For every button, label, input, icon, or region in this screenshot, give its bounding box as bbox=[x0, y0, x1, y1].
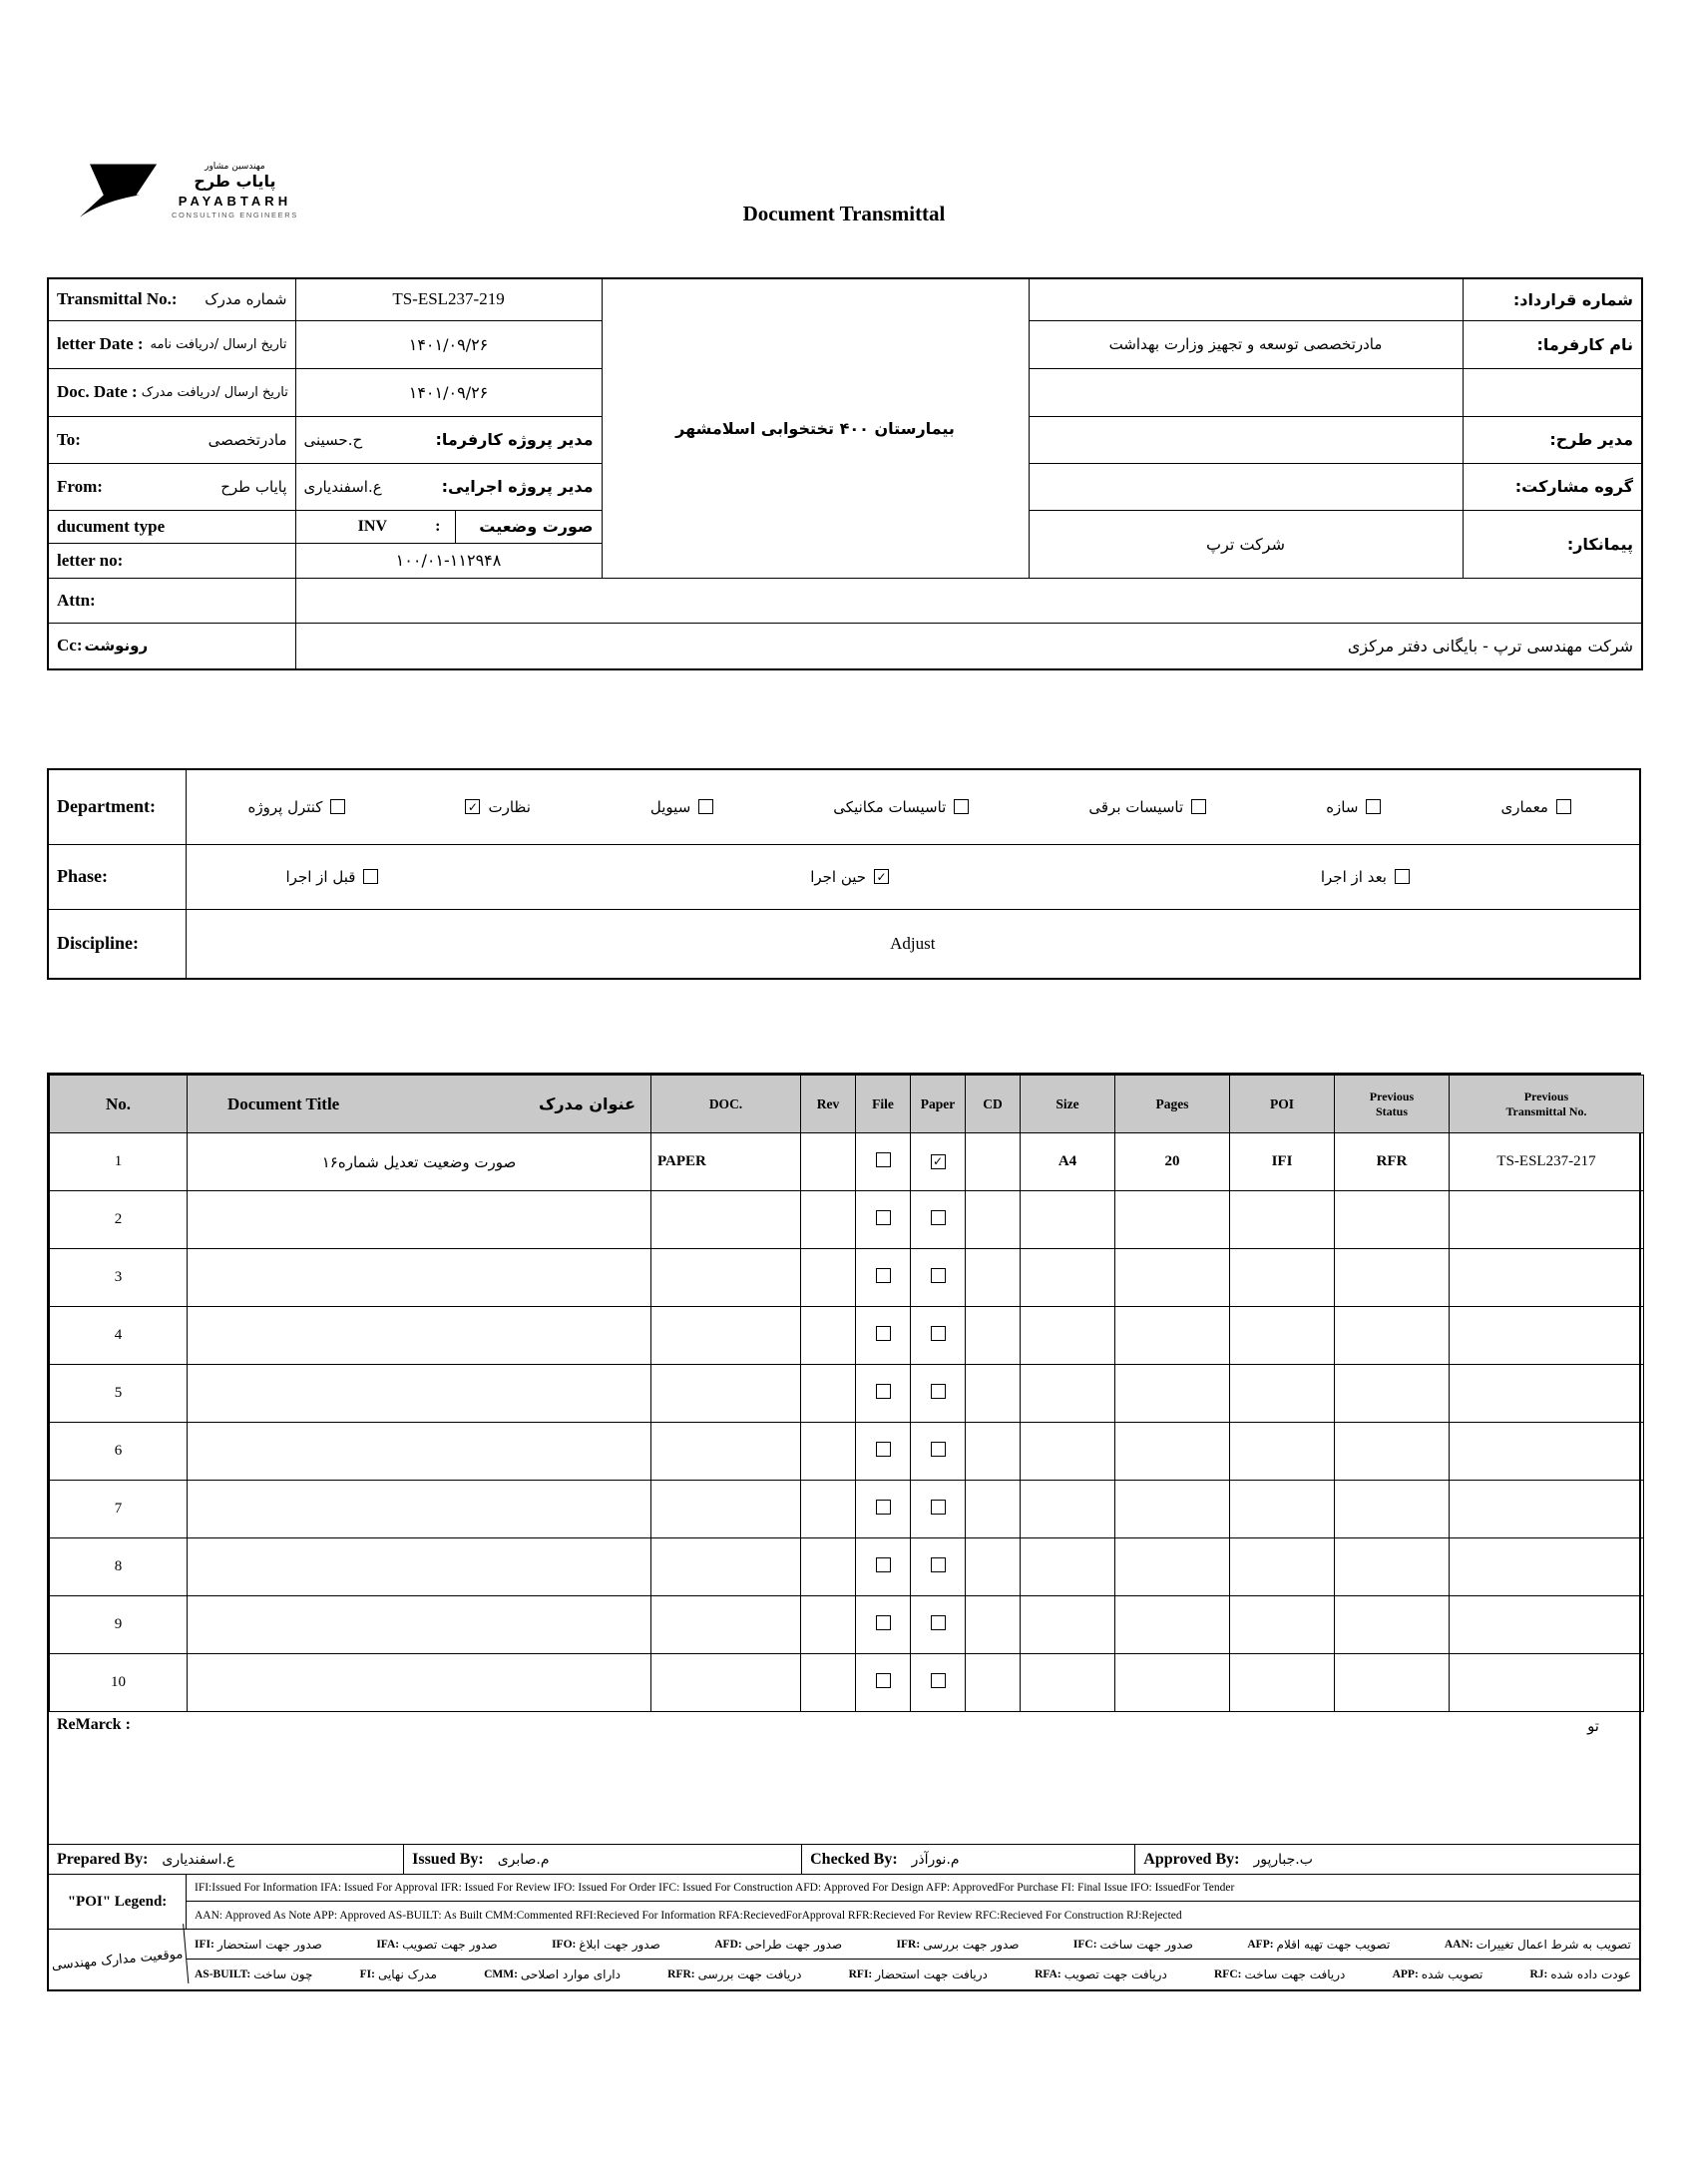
table-row bbox=[50, 1423, 1644, 1481]
cell-pages bbox=[1115, 1423, 1230, 1481]
paper-checkbox[interactable]: ✓ bbox=[931, 1154, 946, 1169]
option-checkbox[interactable] bbox=[1395, 869, 1410, 884]
col-header-title-fa: عنوان مدرک bbox=[539, 1094, 635, 1113]
legend-item: APP: تصویب شده bbox=[1392, 1967, 1483, 1981]
option-label: نظارت bbox=[488, 797, 531, 816]
cell-file bbox=[856, 1365, 911, 1423]
legend-item: RFA: دریافت جهت تصویب bbox=[1035, 1967, 1167, 1981]
cell-prev-status bbox=[1335, 1596, 1450, 1654]
doc-type-colon: : bbox=[435, 517, 441, 535]
cell-prev-transmittal bbox=[1450, 1365, 1644, 1423]
cell-prev-transmittal bbox=[1450, 1249, 1644, 1307]
cell-prev-status bbox=[1335, 1654, 1450, 1712]
signature-name: م.نورآذر bbox=[911, 1851, 960, 1868]
file-checkbox[interactable] bbox=[876, 1500, 891, 1515]
cell-size bbox=[1021, 1596, 1115, 1654]
row-attn bbox=[48, 578, 1642, 623]
cell-no: 3 bbox=[50, 1249, 188, 1307]
table-row bbox=[50, 1133, 1644, 1191]
contractor-value: شرکت ترپ bbox=[1029, 510, 1463, 578]
file-checkbox[interactable] bbox=[876, 1673, 891, 1688]
cell-cd bbox=[966, 1191, 1021, 1249]
legend-item: CMM: دارای موارد اصلاحی bbox=[484, 1967, 621, 1981]
transmittal-no-value: TS-ESL237-219 bbox=[295, 278, 602, 320]
cell-pages bbox=[1115, 1654, 1230, 1712]
cell-file bbox=[856, 1191, 911, 1249]
doc-date-value: ۱۴۰۱/۰۹/۲۶ bbox=[295, 368, 602, 416]
legend-item: IFO: صدور جهت ابلاغ bbox=[552, 1937, 660, 1952]
logo-company-name-en: PAYABTARH bbox=[178, 194, 292, 209]
cell-prev-status: RFR bbox=[1335, 1133, 1450, 1191]
cell-paper bbox=[911, 1481, 966, 1538]
cell-doc bbox=[651, 1596, 801, 1654]
option-checkbox[interactable] bbox=[1366, 799, 1381, 814]
cell-no: 5 bbox=[50, 1365, 188, 1423]
cc-value: شرکت مهندسی ترپ - بایگانی دفتر مرکزی bbox=[295, 623, 1642, 669]
cell-paper bbox=[911, 1365, 966, 1423]
transmittal-no-label: Transmittal No.: bbox=[57, 289, 178, 309]
phase-option[interactable] bbox=[810, 868, 889, 886]
cell-poi bbox=[1230, 1307, 1335, 1365]
cell-no: 1 bbox=[50, 1133, 188, 1191]
cell-cd bbox=[966, 1307, 1021, 1365]
cell-poi bbox=[1230, 1365, 1335, 1423]
empty-cell bbox=[1029, 368, 1463, 416]
row-cc bbox=[48, 623, 1642, 669]
cell-poi bbox=[1230, 1481, 1335, 1538]
doc-table-body bbox=[50, 1133, 1644, 1712]
cell-cd bbox=[966, 1365, 1021, 1423]
legend-item: IFR: صدور جهت بررسی bbox=[896, 1937, 1020, 1952]
row-phase bbox=[48, 844, 1640, 909]
cell-pages: 20 bbox=[1115, 1133, 1230, 1191]
cell-pages bbox=[1115, 1365, 1230, 1423]
cell-doc bbox=[651, 1365, 801, 1423]
remark-note: تو bbox=[1587, 1717, 1599, 1735]
client-pm-name: ح.حسینی bbox=[303, 430, 363, 449]
option-checkbox[interactable] bbox=[1191, 799, 1206, 814]
paper-checkbox[interactable] bbox=[931, 1615, 946, 1630]
phase-option[interactable] bbox=[1321, 868, 1410, 886]
cell-prev-transmittal bbox=[1450, 1307, 1644, 1365]
paper-checkbox[interactable] bbox=[931, 1442, 946, 1457]
paper-checkbox[interactable] bbox=[931, 1673, 946, 1688]
department-option[interactable] bbox=[248, 798, 346, 816]
col-header-pages: Pages bbox=[1115, 1076, 1230, 1133]
cell-rev bbox=[801, 1423, 856, 1481]
cell-doc bbox=[651, 1538, 801, 1596]
legend-item: RFI: دریافت جهت استحضار bbox=[848, 1967, 988, 1981]
letter-date-label-fa: تاریخ ارسال /دریافت نامه bbox=[150, 336, 287, 352]
cell-file bbox=[856, 1307, 911, 1365]
cell-prev-transmittal bbox=[1450, 1596, 1644, 1654]
cell-no: 2 bbox=[50, 1191, 188, 1249]
signature-cell bbox=[1135, 1845, 1639, 1874]
paper-checkbox[interactable] bbox=[931, 1268, 946, 1283]
letter-date-label: letter Date : bbox=[57, 334, 144, 353]
row-department bbox=[48, 769, 1640, 844]
cell-title bbox=[188, 1654, 651, 1712]
logo-company-prefix-fa: مهندسین مشاور bbox=[205, 162, 265, 172]
phase-label: Phase: bbox=[48, 844, 186, 909]
legend-item: IFC: صدور جهت ساخت bbox=[1072, 1937, 1193, 1952]
option-checkbox[interactable]: ✓ bbox=[874, 869, 889, 884]
remark-section bbox=[49, 1712, 1639, 1845]
poi-legend-line1: IFI:Issued For Information IFA: Issued For Approval IFR: Issued For Review IFO: Issued For Order IFC: Issued For Construction AFD: Approved For Design AFP: ApprovedFor Purchase FI: Final Issue IFO: IssuedFor Tender bbox=[187, 1875, 1639, 1902]
partnership-label: گروه مشارکت: bbox=[1463, 463, 1642, 510]
cell-cd bbox=[966, 1596, 1021, 1654]
col-header-title-en: Document Title bbox=[227, 1093, 340, 1113]
legend-item: AAN: تصویب به شرط اعمال تغییرات bbox=[1444, 1937, 1631, 1952]
row-discipline bbox=[48, 909, 1640, 979]
cell-no: 9 bbox=[50, 1596, 188, 1654]
design-manager-label: مدیر طرح: bbox=[1463, 416, 1642, 463]
cell-rev bbox=[801, 1365, 856, 1423]
col-header-poi: POI bbox=[1230, 1076, 1335, 1133]
cell-pages bbox=[1115, 1596, 1230, 1654]
cell-pages bbox=[1115, 1307, 1230, 1365]
cell-rev bbox=[801, 1191, 856, 1249]
cell-poi: IFI bbox=[1230, 1133, 1335, 1191]
fa-legend-label: موقعیت مدارک مهندسی bbox=[47, 1924, 190, 1995]
department-option[interactable] bbox=[1326, 798, 1381, 816]
cell-rev bbox=[801, 1481, 856, 1538]
cell-paper bbox=[911, 1191, 966, 1249]
cell-cd bbox=[966, 1654, 1021, 1712]
logo-tagline: CONSULTING ENGINEERS bbox=[172, 211, 298, 219]
cell-paper bbox=[911, 1307, 966, 1365]
discipline-label: Discipline: bbox=[48, 909, 186, 979]
cell-title bbox=[188, 1307, 651, 1365]
table-row bbox=[50, 1191, 1644, 1249]
option-label: معماری bbox=[1500, 797, 1548, 816]
signature-label: Issued By: bbox=[412, 1850, 484, 1868]
legend-item: RFC: دریافت جهت ساخت bbox=[1214, 1967, 1346, 1981]
table-row bbox=[50, 1481, 1644, 1538]
col-header-size: Size bbox=[1021, 1076, 1115, 1133]
cell-cd bbox=[966, 1538, 1021, 1596]
col-header-no: No. bbox=[50, 1076, 188, 1133]
paper-checkbox[interactable] bbox=[931, 1557, 946, 1572]
file-checkbox[interactable] bbox=[876, 1326, 891, 1341]
cell-paper bbox=[911, 1654, 966, 1712]
department-items bbox=[187, 798, 1640, 816]
fa-legend-line2 bbox=[187, 1960, 1639, 1989]
cell-prev-transmittal bbox=[1450, 1538, 1644, 1596]
cc-label-fa: رونوشت bbox=[84, 637, 149, 655]
cell-file bbox=[856, 1654, 911, 1712]
document-table bbox=[49, 1075, 1644, 1712]
col-header-file: File bbox=[856, 1076, 911, 1133]
option-checkbox[interactable] bbox=[698, 799, 713, 814]
cell-size bbox=[1021, 1423, 1115, 1481]
table-row bbox=[50, 1307, 1644, 1365]
col-header-doc: DOC. bbox=[651, 1076, 801, 1133]
to-value: مادرتخصصی bbox=[208, 430, 287, 449]
department-option[interactable] bbox=[465, 798, 530, 816]
doc-type-value: INV bbox=[357, 517, 387, 535]
cell-title bbox=[188, 1596, 651, 1654]
empty-cell bbox=[1029, 416, 1463, 463]
cell-title bbox=[188, 1423, 651, 1481]
col-header-rev: Rev bbox=[801, 1076, 856, 1133]
cell-prev-transmittal bbox=[1450, 1423, 1644, 1481]
signature-name: ب.جبارپور bbox=[1253, 1851, 1313, 1868]
cell-doc bbox=[651, 1191, 801, 1249]
doc-type-fa: صورت وضعیت bbox=[455, 510, 602, 543]
legend-item: IFA: صدور جهت تصویب bbox=[376, 1937, 498, 1952]
doc-date-label: Doc. Date : bbox=[57, 382, 138, 401]
cell-doc bbox=[651, 1481, 801, 1538]
contract-no-value bbox=[1029, 278, 1463, 320]
file-checkbox[interactable] bbox=[876, 1268, 891, 1283]
legend-item: AS-BUILT: چون ساخت bbox=[195, 1967, 313, 1981]
cell-prev-transmittal bbox=[1450, 1191, 1644, 1249]
cell-file bbox=[856, 1481, 911, 1538]
cell-title bbox=[188, 1249, 651, 1307]
cell-prev-status bbox=[1335, 1307, 1450, 1365]
cell-doc bbox=[651, 1249, 801, 1307]
cell-prev-transmittal bbox=[1450, 1654, 1644, 1712]
cell-title bbox=[188, 1365, 651, 1423]
poi-legend-label: "POI" Legend: bbox=[49, 1875, 187, 1929]
exec-pm-name: ع.اسفندیاری bbox=[303, 477, 382, 496]
cell-prev-status bbox=[1335, 1538, 1450, 1596]
client-name-label: نام کارفرما: bbox=[1463, 320, 1642, 368]
cell-prev-status bbox=[1335, 1191, 1450, 1249]
classification-table bbox=[47, 768, 1641, 980]
cell-rev bbox=[801, 1538, 856, 1596]
cell-doc: PAPER bbox=[651, 1133, 801, 1191]
cell-paper bbox=[911, 1423, 966, 1481]
signature-cell bbox=[404, 1845, 802, 1874]
cell-title bbox=[188, 1481, 651, 1538]
option-label: قبل از اجرا bbox=[285, 867, 356, 886]
paper-checkbox[interactable] bbox=[931, 1326, 946, 1341]
cell-cd bbox=[966, 1481, 1021, 1538]
table-row bbox=[50, 1538, 1644, 1596]
cell-paper bbox=[911, 1249, 966, 1307]
attn-label: Attn: bbox=[57, 590, 96, 610]
paper-checkbox[interactable] bbox=[931, 1210, 946, 1225]
cell-file bbox=[856, 1249, 911, 1307]
department-label: Department: bbox=[48, 769, 186, 844]
signature-label: Approved By: bbox=[1143, 1850, 1240, 1868]
cell-rev bbox=[801, 1654, 856, 1712]
fa-legend bbox=[49, 1930, 1639, 1989]
table-row bbox=[50, 1654, 1644, 1712]
legend-item: RFR: دریافت جهت بررسی bbox=[667, 1967, 802, 1981]
cell-doc bbox=[651, 1423, 801, 1481]
cell-paper bbox=[911, 1596, 966, 1654]
phase-option[interactable] bbox=[286, 868, 379, 886]
attn-value bbox=[295, 578, 1642, 623]
cell-rev bbox=[801, 1133, 856, 1191]
option-checkbox[interactable] bbox=[330, 799, 345, 814]
cell-prev-transmittal: TS-ESL237-217 bbox=[1450, 1133, 1644, 1191]
poi-legend-line2: AAN: Approved As Note APP: Approved AS-BUILT: As Built CMM:Commented RFI:Recieved For Information RFA:RecievedForApproval RFR:Recieved For Review RFC:Recieved For Construction RJ:Rejected bbox=[195, 1909, 1182, 1922]
cell-poi bbox=[1230, 1423, 1335, 1481]
cell-title bbox=[188, 1191, 651, 1249]
remark-label: ReMarck : bbox=[57, 1716, 131, 1733]
logo-company-name-fa: پایاب طرح bbox=[194, 172, 276, 191]
cell-size bbox=[1021, 1365, 1115, 1423]
cell-doc bbox=[651, 1654, 801, 1712]
signature-name: ع.اسفندیاری bbox=[162, 1851, 235, 1868]
from-value: پایاب طرح bbox=[220, 477, 287, 496]
client-name-value: مادرتخصصی توسعه و تجهیز وزارت بهداشت bbox=[1029, 320, 1463, 368]
file-checkbox[interactable] bbox=[876, 1557, 891, 1572]
cell-no: 4 bbox=[50, 1307, 188, 1365]
doc-table-header-row bbox=[50, 1076, 1644, 1133]
project-name: بیمارستان ۴۰۰ تختخوابی اسلامشهر bbox=[602, 278, 1029, 578]
cell-no: 7 bbox=[50, 1481, 188, 1538]
empty-cell bbox=[1029, 463, 1463, 510]
legend-item: RJ: عودت داده شده bbox=[1529, 1967, 1631, 1981]
letter-no-label: letter no: bbox=[57, 550, 124, 570]
col-header-paper: Paper bbox=[911, 1076, 966, 1133]
fa-legend-line1 bbox=[187, 1930, 1639, 1960]
option-label: تاسیسات مکانیکی bbox=[833, 797, 947, 816]
cell-size bbox=[1021, 1307, 1115, 1365]
option-label: کنترل پروژه bbox=[247, 797, 323, 816]
cell-pages bbox=[1115, 1538, 1230, 1596]
client-pm-label: مدیر پروژه کارفرما: bbox=[435, 430, 594, 449]
file-checkbox[interactable] bbox=[876, 1152, 891, 1167]
file-checkbox[interactable] bbox=[876, 1615, 891, 1630]
cell-pages bbox=[1115, 1191, 1230, 1249]
cell-prev-status bbox=[1335, 1423, 1450, 1481]
poi-legend bbox=[49, 1875, 1639, 1930]
letter-date-value: ۱۴۰۱/۰۹/۲۶ bbox=[295, 320, 602, 368]
cell-poi bbox=[1230, 1191, 1335, 1249]
transmittal-info-table bbox=[47, 277, 1643, 670]
file-checkbox[interactable] bbox=[876, 1442, 891, 1457]
option-label: بعد از اجرا bbox=[1320, 867, 1387, 886]
cell-no: 8 bbox=[50, 1538, 188, 1596]
from-label: From: bbox=[57, 476, 103, 496]
paper-checkbox[interactable] bbox=[931, 1500, 946, 1515]
option-label: تاسیسات برقی bbox=[1088, 797, 1184, 816]
cell-no: 10 bbox=[50, 1654, 188, 1712]
department-option[interactable] bbox=[1500, 798, 1571, 816]
legend-item: AFD: صدور جهت طراحی bbox=[714, 1937, 843, 1952]
cc-label: Cc: bbox=[57, 636, 83, 655]
cell-file bbox=[856, 1596, 911, 1654]
option-label: سازه bbox=[1326, 797, 1359, 816]
cell-poi bbox=[1230, 1654, 1335, 1712]
cell-paper bbox=[911, 1538, 966, 1596]
transmittal-no-label-fa: شماره مدرک bbox=[205, 290, 287, 309]
department-option[interactable] bbox=[1088, 798, 1206, 816]
to-label: To: bbox=[57, 429, 81, 449]
signature-label: Checked By: bbox=[810, 1850, 898, 1868]
cell-prev-status bbox=[1335, 1481, 1450, 1538]
doc-date-label-fa: تاریخ ارسال /دریافت مدرک bbox=[141, 384, 288, 400]
signature-label: Prepared By: bbox=[57, 1850, 149, 1868]
cell-cd bbox=[966, 1133, 1021, 1191]
col-header-cd: CD bbox=[966, 1076, 1021, 1133]
signature-cell bbox=[802, 1845, 1135, 1874]
legend-item: FI: مدرک نهایی bbox=[359, 1967, 437, 1981]
cell-prev-status bbox=[1335, 1249, 1450, 1307]
discipline-value: Adjust bbox=[186, 909, 1640, 979]
table-row bbox=[50, 1596, 1644, 1654]
file-checkbox[interactable] bbox=[876, 1210, 891, 1225]
document-list-section bbox=[47, 1073, 1641, 1991]
cell-pages bbox=[1115, 1249, 1230, 1307]
cell-cd bbox=[966, 1423, 1021, 1481]
option-checkbox[interactable] bbox=[1556, 799, 1571, 814]
option-label: حین اجرا bbox=[810, 867, 867, 886]
legend-item: IFI: صدور جهت استحضار bbox=[195, 1937, 322, 1952]
cell-pages bbox=[1115, 1481, 1230, 1538]
cell-rev bbox=[801, 1249, 856, 1307]
option-checkbox[interactable] bbox=[954, 799, 969, 814]
page-title: Document Transmittal bbox=[742, 202, 946, 225]
department-option[interactable] bbox=[650, 798, 713, 816]
cell-size bbox=[1021, 1538, 1115, 1596]
empty-cell bbox=[1463, 368, 1642, 416]
cell-title bbox=[188, 1538, 651, 1596]
legend-item: AFP: تصویب جهت تهیه اقلام bbox=[1247, 1937, 1391, 1952]
option-checkbox[interactable]: ✓ bbox=[465, 799, 480, 814]
signature-name: م.صابری bbox=[497, 1851, 550, 1868]
cell-no: 6 bbox=[50, 1423, 188, 1481]
cell-prev-status bbox=[1335, 1365, 1450, 1423]
cell-file bbox=[856, 1538, 911, 1596]
cell-poi bbox=[1230, 1249, 1335, 1307]
col-header-prev-status: Previous Status bbox=[1335, 1076, 1450, 1133]
cell-poi bbox=[1230, 1596, 1335, 1654]
doc-type-label: ducument type bbox=[57, 516, 166, 536]
signature-cell bbox=[49, 1845, 404, 1874]
cell-cd bbox=[966, 1249, 1021, 1307]
phase-items bbox=[187, 868, 1640, 886]
cell-doc bbox=[651, 1307, 801, 1365]
file-checkbox[interactable] bbox=[876, 1384, 891, 1399]
cell-rev bbox=[801, 1307, 856, 1365]
cell-rev bbox=[801, 1596, 856, 1654]
cell-paper bbox=[911, 1133, 966, 1191]
cell-size bbox=[1021, 1249, 1115, 1307]
col-header-prev-transmittal: Previous Transmittal No. bbox=[1450, 1076, 1644, 1133]
row-transmittal-no bbox=[48, 278, 1642, 320]
contract-no-label: شماره قرارداد: bbox=[1463, 278, 1642, 320]
table-row bbox=[50, 1365, 1644, 1423]
letter-no-value: ۱۰۰/۰۱-۱۱۲۹۴۸ bbox=[295, 543, 602, 578]
cell-title: صورت وضعیت تعدیل شماره۱۶ bbox=[188, 1133, 651, 1191]
cell-file bbox=[856, 1133, 911, 1191]
department-option[interactable] bbox=[833, 798, 969, 816]
paper-checkbox[interactable] bbox=[931, 1384, 946, 1399]
col-header-title bbox=[188, 1076, 651, 1133]
cell-size bbox=[1021, 1481, 1115, 1538]
option-label: سیویل bbox=[649, 797, 691, 816]
cell-poi bbox=[1230, 1538, 1335, 1596]
table-row bbox=[50, 1249, 1644, 1307]
cell-prev-transmittal bbox=[1450, 1481, 1644, 1538]
cell-size bbox=[1021, 1191, 1115, 1249]
cell-size: A4 bbox=[1021, 1133, 1115, 1191]
cell-file bbox=[856, 1423, 911, 1481]
option-checkbox[interactable] bbox=[363, 869, 378, 884]
signatures-row bbox=[49, 1845, 1639, 1875]
contractor-label: پیمانکار: bbox=[1463, 510, 1642, 578]
cell-size bbox=[1021, 1654, 1115, 1712]
exec-pm-label: مدیر پروژه اجرایی: bbox=[441, 477, 594, 496]
